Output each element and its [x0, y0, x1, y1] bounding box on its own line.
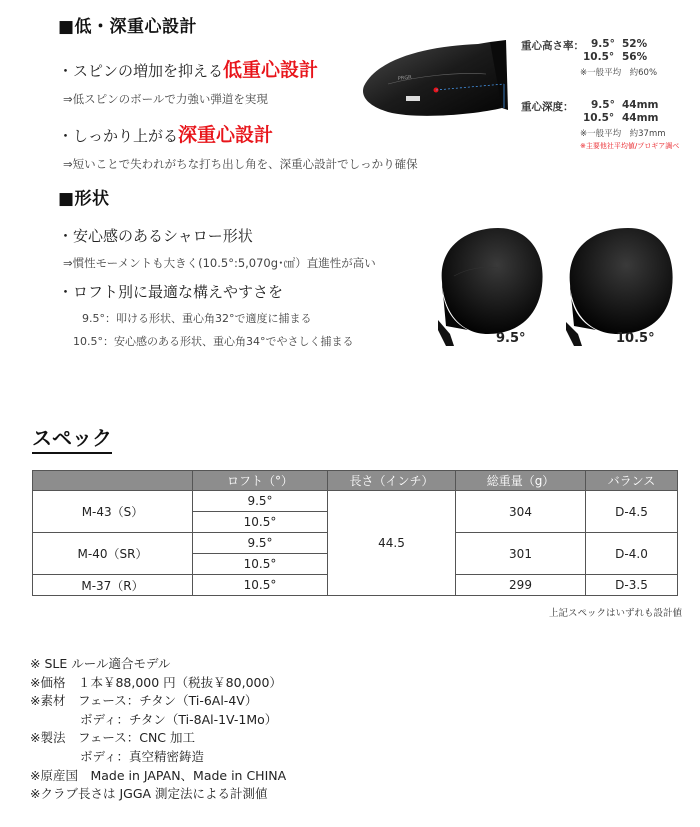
- weight-cell: 304: [456, 491, 586, 533]
- section-title-shape: ■形状: [58, 189, 110, 209]
- cog-height-value-2: 56%: [622, 51, 648, 63]
- cog-height-label: 重心高さ率：: [521, 40, 584, 52]
- balance-cell: D-3.5: [586, 575, 678, 596]
- spec-heading: スペック: [32, 422, 112, 454]
- bullet-address: ・ロフト別に最適な構えやすさを: [58, 283, 284, 301]
- sub-deep-cog: ⇒短いことで失われがちな打ち出し角を、深重心設計でしっかり確保: [63, 157, 418, 171]
- cog-depth-loft-1: 9.5°: [591, 99, 615, 111]
- balance-cell: D-4.5: [586, 491, 678, 533]
- model-name: M-43（S）: [33, 491, 193, 533]
- cog-depth-value-2: 44mm: [622, 112, 659, 124]
- cog-depth-loft-2: 10.5°: [583, 112, 615, 124]
- model-name: M-37（R）: [33, 575, 193, 596]
- note-material-face: ※素材 フェース：チタン（Ti-6Al-4V）: [30, 693, 258, 709]
- model-name: M-40（SR）: [33, 533, 193, 575]
- bullet-low-cog-text: ・スピンの増加を抑える: [58, 62, 224, 80]
- driver-head-9-5-image: [428, 222, 548, 350]
- deep-cog-highlight: 深重心設計: [178, 124, 274, 146]
- loft-cell: 10.5°: [193, 512, 328, 533]
- table-row: [33, 491, 678, 512]
- table-note: 上記スペックはいずれも設計値: [548, 608, 682, 619]
- driver-head-side-image: [358, 28, 518, 128]
- loft-cell: 10.5°: [193, 554, 328, 575]
- shape-line-9-5: 9.5°：叩ける形状、重心角32°で適度に捕まる: [82, 312, 312, 325]
- header-length: 長さ（インチ）: [328, 471, 456, 491]
- head-label-10-5: 10.5°: [616, 331, 655, 346]
- note-method-body: ボディ：真空精密鋳造: [30, 748, 205, 764]
- loft-cell: 9.5°: [193, 533, 328, 554]
- note-origin: ※原産国 Made in JAPAN、Made in CHINA: [30, 767, 287, 783]
- note-material-body: ボディ：チタン（Ti-8Al-1V-1Mo）: [30, 711, 278, 727]
- low-cog-highlight: 低重心設計: [223, 59, 319, 81]
- header-weight: 総重量（g）: [456, 471, 586, 491]
- cog-depth-label: 重心深度：: [521, 101, 574, 113]
- header-model: [33, 471, 193, 491]
- head-label-9-5: 9.5°: [496, 331, 526, 346]
- notes-list: [30, 655, 286, 804]
- note-length-measure: ※クラブ長さは JGGA 測定法による計測値: [30, 786, 268, 802]
- cog-height-average: ※一般平均 約60%: [580, 68, 658, 78]
- balance-cell: D-4.0: [586, 533, 678, 575]
- note-method-face: ※製法 フェース：CNC 加工: [30, 730, 196, 746]
- length-cell: 44.5: [328, 491, 456, 596]
- loft-cell: 9.5°: [193, 491, 328, 512]
- bullet-low-cog: [58, 55, 318, 82]
- sub-moi: ⇒慣性モーメントも大きく(10.5°:5,070g･㎠）直進性が高い: [63, 256, 376, 270]
- cog-height-loft-2: 10.5°: [583, 51, 615, 63]
- loft-cell: 10.5°: [193, 575, 328, 596]
- bullet-deep-cog-text: ・しっかり上がる: [58, 127, 179, 145]
- note-rule: ※ SLE ルール適合モデル: [30, 656, 171, 671]
- cog-height-value-1: 52%: [622, 38, 648, 50]
- spec-table: [32, 470, 678, 596]
- spec-table-header-row: [33, 471, 678, 491]
- cog-depth-average: ※一般平均 約37mm: [580, 129, 666, 139]
- section-title-cog: ■低・深重心設計: [58, 17, 198, 37]
- shape-line-10-5: 10.5°：安心感のある形状、重心角34°でやさしく捕まる: [73, 335, 354, 348]
- cog-source-note: ※主要他社平均値/プロギア調べ: [580, 142, 680, 150]
- header-balance: バランス: [586, 471, 678, 491]
- bullet-deep-cog: [58, 120, 273, 147]
- cog-depth-value-1: 44mm: [622, 99, 659, 111]
- note-price: ※価格 １本￥88,000 円（税抜￥80,000）: [30, 674, 282, 690]
- weight-cell: 301: [456, 533, 586, 575]
- header-loft: ロフト（°）: [193, 471, 328, 491]
- weight-cell: 299: [456, 575, 586, 596]
- sub-low-cog: ⇒低スピンのボールで力強い弾道を実現: [63, 92, 268, 106]
- bullet-shallow-shape: ・安心感のあるシャロー形状: [58, 227, 253, 245]
- cog-height-loft-1: 9.5°: [591, 38, 615, 50]
- svg-text:PRGR: PRGR: [397, 74, 412, 82]
